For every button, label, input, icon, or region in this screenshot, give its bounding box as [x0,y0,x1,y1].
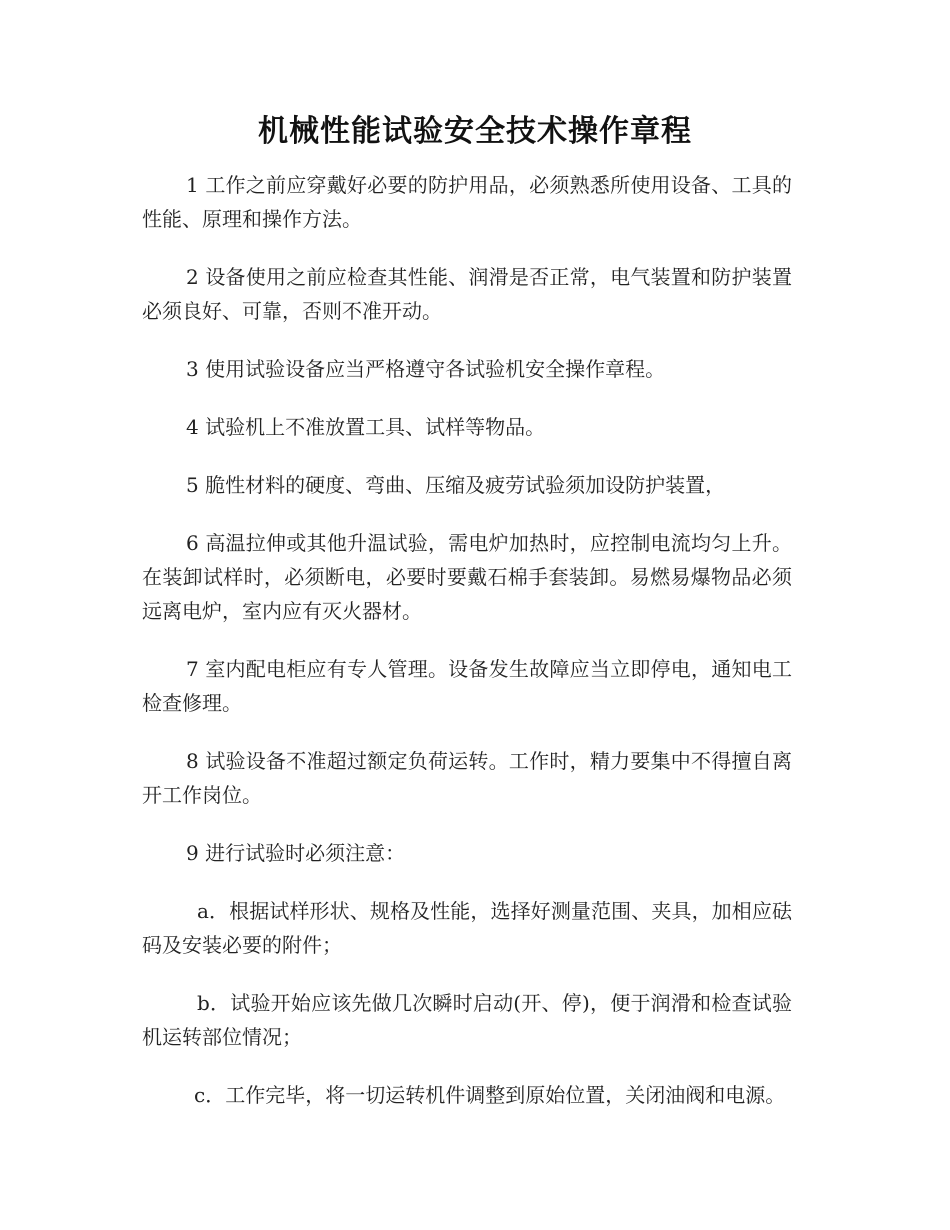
paragraph-8: 8 试验设备不准超过额定负荷运转。工作时，精力要集中不得擅自离开工作岗位。 [142,749,792,807]
paragraph-6: 6 高温拉伸或其他升温试验，需电炉加热时，应控制电流均匀上升。在装卸试样时，必须断电，必要时要戴石棉手套装卸。易燃易爆物品必须远离电炉，室内应有灭火器材。 [142,531,792,623]
paragraph-4: 4 试验机上不准放置工具、试样等物品。 [186,415,546,439]
sub-item-a: a．根据试样形状、规格及性能，选择好测量范围、夹具，加相应砝码及安装必要的附件； [142,899,792,957]
sub-item-c: c．工作完毕，将一切运转机件调整到原始位置，关闭油阀和电源。 [194,1083,786,1107]
sub-item-b: b．试验开始应该先做几次瞬时启动(开、停)，便于润滑和检查试验机运转部位情况； [142,991,792,1049]
paragraph-2: 2 设备使用之前应检查其性能、润滑是否正常，电气装置和防护装置必须良好、可靠，否则不准开动。 [142,265,792,323]
document-title: 机械性能试验安全技术操作章程 [258,114,692,149]
paragraph-3: 3 使用试验设备应当严格遵守各试验机安全操作章程。 [186,357,666,381]
paragraph-5: 5 脆性材料的硬度、弯曲、压缩及疲劳试验须加设防护装置， [186,473,726,497]
paragraph-7: 7 室内配电柜应有专人管理。设备发生故障应当立即停电，通知电工检查修理。 [142,657,792,715]
paragraph-1: 1 工作之前应穿戴好必要的防护用品，必须熟悉所使用设备、工具的性能、原理和操作方法。 [142,173,792,231]
document-body [142,168,792,1136]
paragraph-9: 9 进行试验时必须注意： [186,841,406,865]
